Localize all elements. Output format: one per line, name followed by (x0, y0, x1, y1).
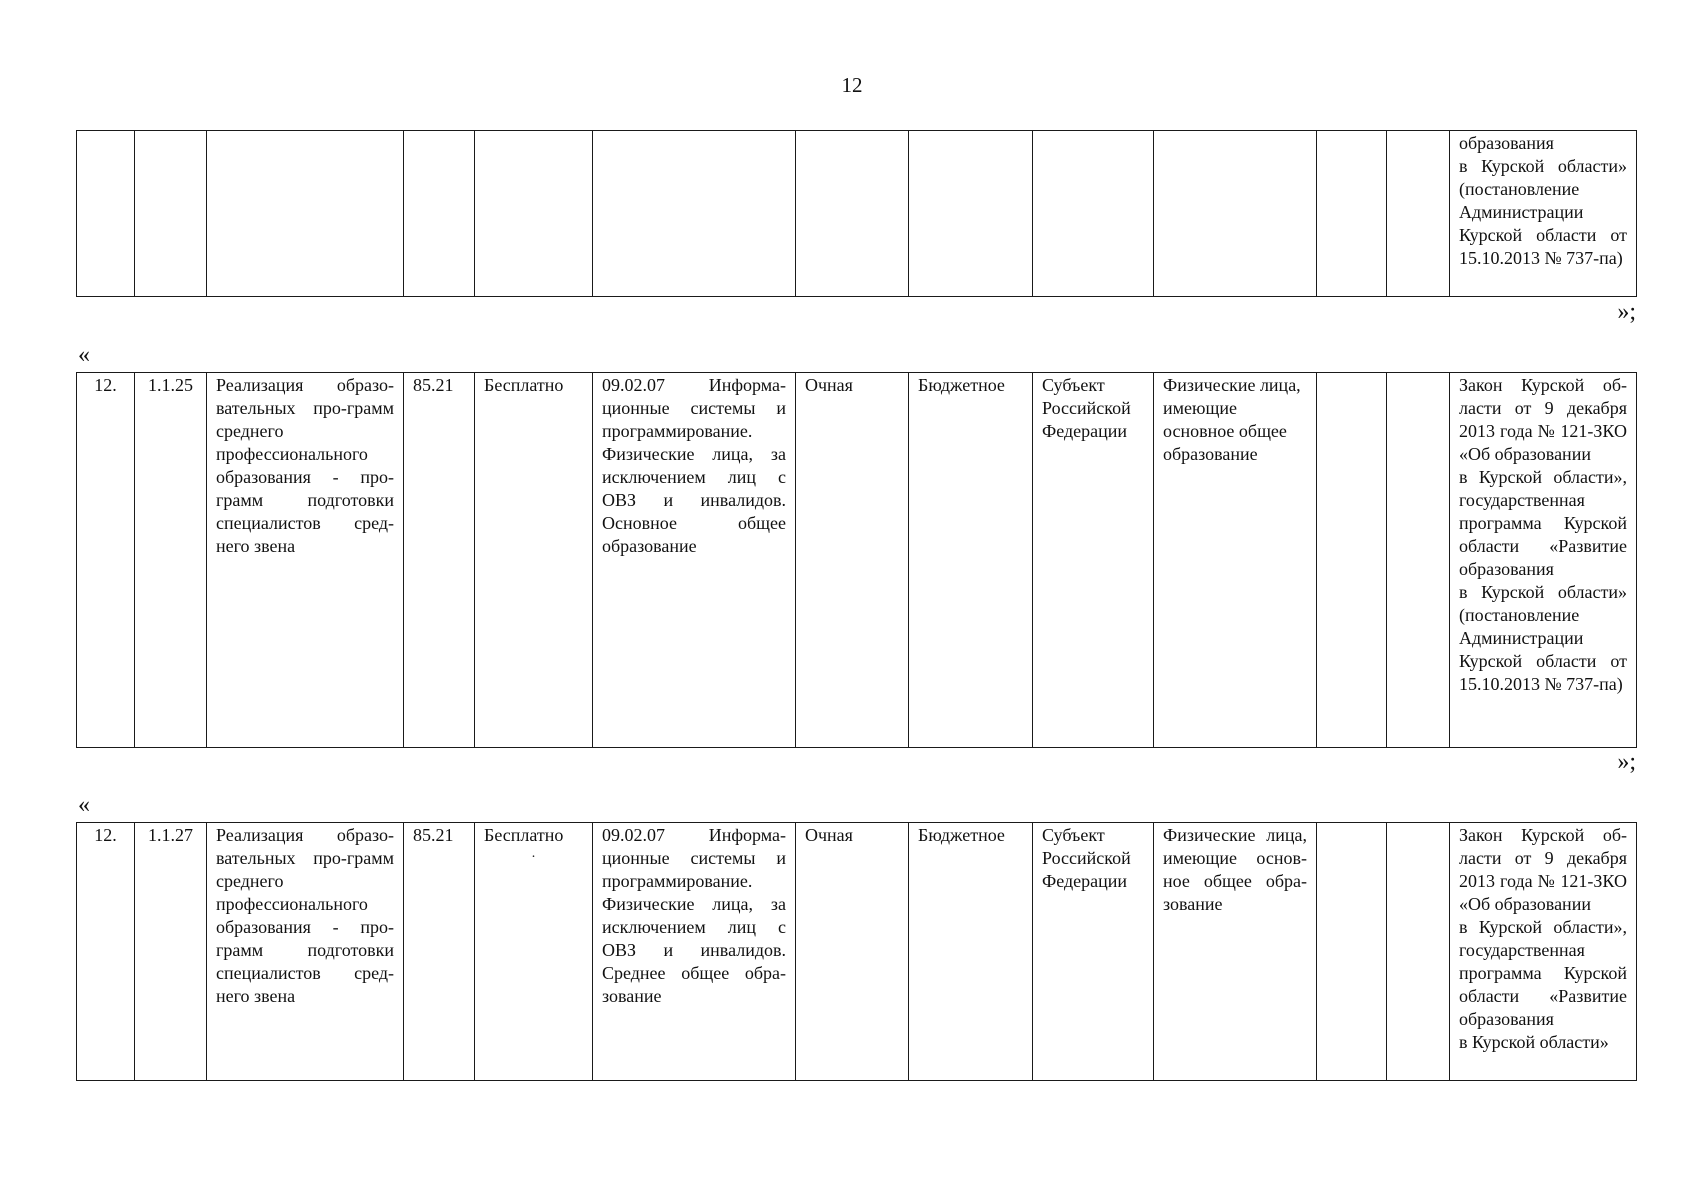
cell-empty (1317, 131, 1387, 297)
cell-institution-type: Бюджетное (909, 373, 1033, 748)
opening-quote: « (78, 342, 90, 368)
cell-empty (1033, 131, 1154, 297)
table-row-1-1-27 (76, 822, 1637, 1081)
cell-level: Субъект Российской Федерации (1033, 823, 1154, 1081)
cell-legal-basis: образования в Курской области» (постановление Администрации Курской области от 15.10.2013 № 737-па) (1450, 131, 1637, 297)
payment-text: Бесплатно (484, 825, 564, 845)
cell-institution-type: Бюджетное (909, 823, 1033, 1081)
table-row (77, 131, 1637, 297)
cell-empty (475, 131, 593, 297)
cell-empty (207, 131, 404, 297)
cell-code: 1.1.27 (135, 823, 207, 1081)
stray-mark: . (531, 846, 536, 861)
cell-col12 (1387, 823, 1450, 1081)
cell-name: Реализация образо-вательных про-грамм среднего профессионального образования - про-грамм подготовки специалистов сред-него звена (207, 373, 404, 748)
page-number: 12 (841, 73, 863, 97)
cell-payment (475, 823, 593, 1081)
cell-col11 (1317, 823, 1387, 1081)
cell-col12 (1387, 373, 1450, 748)
table-continuation (76, 130, 1637, 297)
opening-quote: « (78, 792, 90, 818)
cell-content: 09.02.07 Информа-ционные системы и программирование. Физические лица, за исключением лиц с ОВЗ и инвалидов. Среднее общее обра-зование (593, 823, 796, 1081)
cell-num: 12. (77, 373, 135, 748)
table-row-1-1-25 (76, 372, 1637, 748)
cell-empty (909, 131, 1033, 297)
cell-code: 1.1.25 (135, 373, 207, 748)
cell-consumers: Физические лица, имеющие основ-ное общее обра-зование (1154, 823, 1317, 1081)
closing-quote: »; (1617, 299, 1636, 325)
cell-empty (135, 131, 207, 297)
cell-legal-basis: Закон Курской об-ласти от 9 декабря 2013 года № 121-ЗКО «Об образовании в Курской области», государственная программа Курской области «Развитие образования в Курской области» (1450, 823, 1637, 1081)
cell-num: 12. (77, 823, 135, 1081)
cell-col11 (1317, 373, 1387, 748)
closing-quote: »; (1617, 749, 1636, 775)
cell-form: Очная (796, 823, 909, 1081)
cell-empty (1154, 131, 1317, 297)
cell-consumers: Физические лица, имеющие основное общее образование (1154, 373, 1317, 748)
cell-level: Субъект Российской Федерации (1033, 373, 1154, 748)
cell-okved: 85.21 (404, 823, 475, 1081)
cell-empty (404, 131, 475, 297)
cell-form: Очная (796, 373, 909, 748)
cell-okved: 85.21 (404, 373, 475, 748)
cell-content: 09.02.07 Информа-ционные системы и программирование. Физические лица, за исключением лиц с ОВЗ и инвалидов. Основное общее образование (593, 373, 796, 748)
cell-empty (77, 131, 135, 297)
cell-empty (796, 131, 909, 297)
table-row (77, 373, 1637, 748)
cell-empty (593, 131, 796, 297)
cell-name: Реализация образо-вательных про-грамм среднего профессионального образования - про-грамм подготовки специалистов сред-него звена (207, 823, 404, 1081)
cell-legal-basis: Закон Курской об-ласти от 9 декабря 2013 года № 121-ЗКО «Об образовании в Курской области», государственная программа Курской области «Развитие образования в Курской области» (постановление Администрации Курской области от 15.10.2013 № 737-па) (1450, 373, 1637, 748)
table-row (77, 823, 1637, 1081)
cell-payment: Бесплатно (475, 373, 593, 748)
cell-empty (1387, 131, 1450, 297)
